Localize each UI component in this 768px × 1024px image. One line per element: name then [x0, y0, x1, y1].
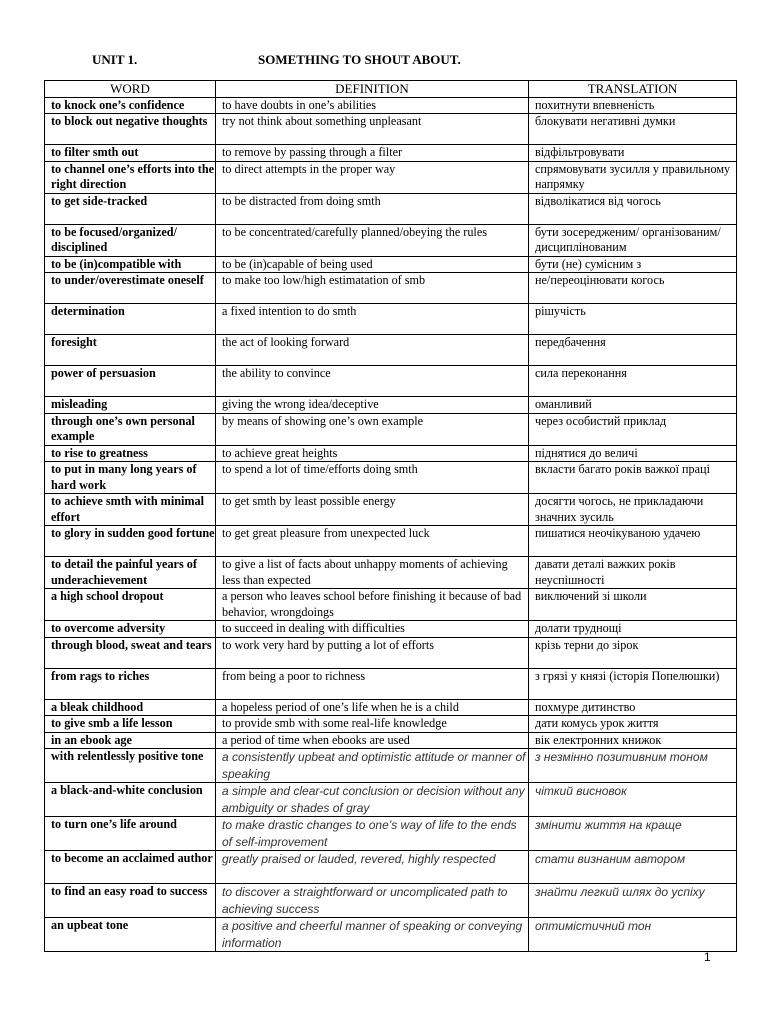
definition-cell: a simple and clear-cut conclusion or decision without any ambiguity or shades of gray: [216, 783, 529, 817]
table-row: [45, 817, 737, 851]
word-cell: to give smb a life lesson: [45, 716, 216, 733]
translation-cell: стати визнаним автором: [529, 851, 737, 884]
definition-cell: a consistently upbeat and optimistic attitude or manner of speaking: [216, 749, 529, 783]
translation-cell: пишатися неочікуваною удачею: [529, 526, 737, 557]
table-row: [45, 918, 737, 952]
table-row: [45, 256, 737, 273]
definition-cell: a period of time when ebooks are used: [216, 732, 529, 749]
word-cell: to rise to greatness: [45, 445, 216, 462]
definition-cell: to spend a lot of time/efforts doing smth: [216, 462, 529, 494]
header-word: WORD: [45, 81, 216, 98]
translation-cell: бути зосередженим/ організованим/дисциплінованим: [529, 224, 737, 256]
word-cell: to channel one’s efforts into the right direction: [45, 161, 216, 193]
table-row: [45, 637, 737, 668]
table-row: [45, 589, 737, 621]
translation-cell: дати комусь урок життя: [529, 716, 737, 733]
translation-cell: чіткий висновок: [529, 783, 737, 817]
word-cell: a bleak childhood: [45, 699, 216, 716]
page-title: SOMETHING TO SHOUT ABOUT.: [258, 52, 461, 67]
definition-cell: a person who leaves school before finishing it because of bad behavior, wrongdoings: [216, 589, 529, 621]
translation-cell: знайти легкий шлях до успіху: [529, 884, 737, 918]
definition-cell: to be distracted from doing smth: [216, 193, 529, 224]
translation-cell: спрямовувати зусилля у правильному напрямку: [529, 161, 737, 193]
word-cell: misleading: [45, 397, 216, 414]
table-row: [45, 621, 737, 638]
definition-cell: a hopeless period of one’s life when he is a child: [216, 699, 529, 716]
translation-cell: через особистий приклад: [529, 413, 737, 445]
table-row: [45, 557, 737, 589]
definition-cell: to remove by passing through a filter: [216, 145, 529, 162]
definition-cell: to be (in)capable of being used: [216, 256, 529, 273]
table-row: [45, 716, 737, 733]
word-cell: through one’s own personal example: [45, 413, 216, 445]
table-row: [45, 366, 737, 397]
translation-cell: похитнути впевненість: [529, 97, 737, 114]
table-row: [45, 749, 737, 783]
translation-cell: оптимістичний тон: [529, 918, 737, 952]
word-cell: to block out negative thoughts: [45, 114, 216, 145]
definition-cell: to succeed in dealing with difficulties: [216, 621, 529, 638]
word-cell: to under/overestimate oneself: [45, 273, 216, 304]
definition-cell: giving the wrong idea/deceptive: [216, 397, 529, 414]
definition-cell: by means of showing one’s own example: [216, 413, 529, 445]
table-row: [45, 193, 737, 224]
table-row: [45, 668, 737, 699]
translation-cell: змінити життя на краще: [529, 817, 737, 851]
table-row: [45, 335, 737, 366]
word-cell: to put in many long years of hard work: [45, 462, 216, 494]
definition-cell: the act of looking forward: [216, 335, 529, 366]
definition-cell: to be concentrated/carefully planned/obeying the rules: [216, 224, 529, 256]
table-row: [45, 783, 737, 817]
word-cell: to achieve smth with minimal effort: [45, 494, 216, 526]
translation-cell: похмуре дитинство: [529, 699, 737, 716]
word-cell: with relentlessly positive tone: [45, 749, 216, 783]
word-cell: through blood, sweat and tears: [45, 637, 216, 668]
definition-cell: to discover a straightforward or uncomplicated path to achieving success: [216, 884, 529, 918]
word-cell: to overcome adversity: [45, 621, 216, 638]
definition-cell: to have doubts in one’s abilities: [216, 97, 529, 114]
definition-cell: to make too low/high estimatation of smb: [216, 273, 529, 304]
translation-cell: виключений зі школи: [529, 589, 737, 621]
word-cell: to be (in)compatible with: [45, 256, 216, 273]
definition-cell: to achieve great heights: [216, 445, 529, 462]
translation-cell: не/переоцінювати когось: [529, 273, 737, 304]
word-cell: an upbeat tone: [45, 918, 216, 952]
table-row: [45, 145, 737, 162]
table-row: [45, 699, 737, 716]
translation-cell: оманливий: [529, 397, 737, 414]
translation-cell: рішучість: [529, 304, 737, 335]
word-cell: a high school dropout: [45, 589, 216, 621]
table-row: [45, 304, 737, 335]
translation-cell: відфільтровувати: [529, 145, 737, 162]
table-row: [45, 494, 737, 526]
definition-cell: greatly praised or lauded, revered, highly respected: [216, 851, 529, 884]
header-translation: TRANSLATION: [529, 81, 737, 98]
table-row: [45, 273, 737, 304]
table-row: [45, 884, 737, 918]
definition-cell: to get smth by least possible energy: [216, 494, 529, 526]
translation-cell: давати деталі важких років неуспішності: [529, 557, 737, 589]
word-cell: to turn one’s life around: [45, 817, 216, 851]
table-row: [45, 161, 737, 193]
table-row: [45, 851, 737, 884]
unit-label: UNIT 1.: [92, 52, 138, 67]
table-row: [45, 526, 737, 557]
translation-cell: піднятися до величі: [529, 445, 737, 462]
header-definition: DEFINITION: [216, 81, 529, 98]
translation-cell: з незмінно позитивним тоном: [529, 749, 737, 783]
word-cell: determination: [45, 304, 216, 335]
table-row: [45, 224, 737, 256]
definition-cell: try not think about something unpleasant: [216, 114, 529, 145]
word-cell: to glory in sudden good fortune: [45, 526, 216, 557]
table-row: [45, 413, 737, 445]
definition-cell: to make drastic changes to one’s way of life to the ends of self-improvement: [216, 817, 529, 851]
word-cell: to get side-tracked: [45, 193, 216, 224]
definition-cell: a fixed intention to do smth: [216, 304, 529, 335]
translation-cell: передбачення: [529, 335, 737, 366]
translation-cell: бути (не) сумісним з: [529, 256, 737, 273]
word-cell: in an ebook age: [45, 732, 216, 749]
translation-cell: вкласти багато років важкої праці: [529, 462, 737, 494]
table-row: [45, 97, 737, 114]
word-cell: to knock one’s confidence: [45, 97, 216, 114]
table-header-row: [45, 81, 737, 98]
word-cell: power of persuasion: [45, 366, 216, 397]
table-body: [45, 97, 737, 952]
definition-cell: to give a list of facts about unhappy moments of achieving less than expected: [216, 557, 529, 589]
word-cell: to detail the painful years of underachievement: [45, 557, 216, 589]
word-cell: to find an easy road to success: [45, 884, 216, 918]
translation-cell: досягти чогось, не прикладаючи значних зусиль: [529, 494, 737, 526]
word-cell: a black-and-white conclusion: [45, 783, 216, 817]
definition-cell: to work very hard by putting a lot of efforts: [216, 637, 529, 668]
page-number: 1: [704, 950, 711, 964]
definition-cell: to provide smb with some real-life knowledge: [216, 716, 529, 733]
definition-cell: the ability to convince: [216, 366, 529, 397]
table-row: [45, 397, 737, 414]
vocabulary-table: [44, 80, 737, 952]
translation-cell: відволікатися від чогось: [529, 193, 737, 224]
word-cell: to be focused/organized/ disciplined: [45, 224, 216, 256]
word-cell: from rags to riches: [45, 668, 216, 699]
translation-cell: крізь терни до зірок: [529, 637, 737, 668]
word-cell: to become an acclaimed author: [45, 851, 216, 884]
table-row: [45, 445, 737, 462]
definition-cell: to get great pleasure from unexpected luck: [216, 526, 529, 557]
translation-cell: долати труднощі: [529, 621, 737, 638]
translation-cell: вік електронних книжок: [529, 732, 737, 749]
definition-cell: to direct attempts in the proper way: [216, 161, 529, 193]
word-cell: foresight: [45, 335, 216, 366]
table-row: [45, 732, 737, 749]
translation-cell: блокувати негативні думки: [529, 114, 737, 145]
table-row: [45, 462, 737, 494]
table-row: [45, 114, 737, 145]
definition-cell: a positive and cheerful manner of speaking or conveying information: [216, 918, 529, 952]
translation-cell: сила переконання: [529, 366, 737, 397]
definition-cell: from being a poor to richness: [216, 668, 529, 699]
translation-cell: з грязі у князі (історія Попелюшки): [529, 668, 737, 699]
word-cell: to filter smth out: [45, 145, 216, 162]
